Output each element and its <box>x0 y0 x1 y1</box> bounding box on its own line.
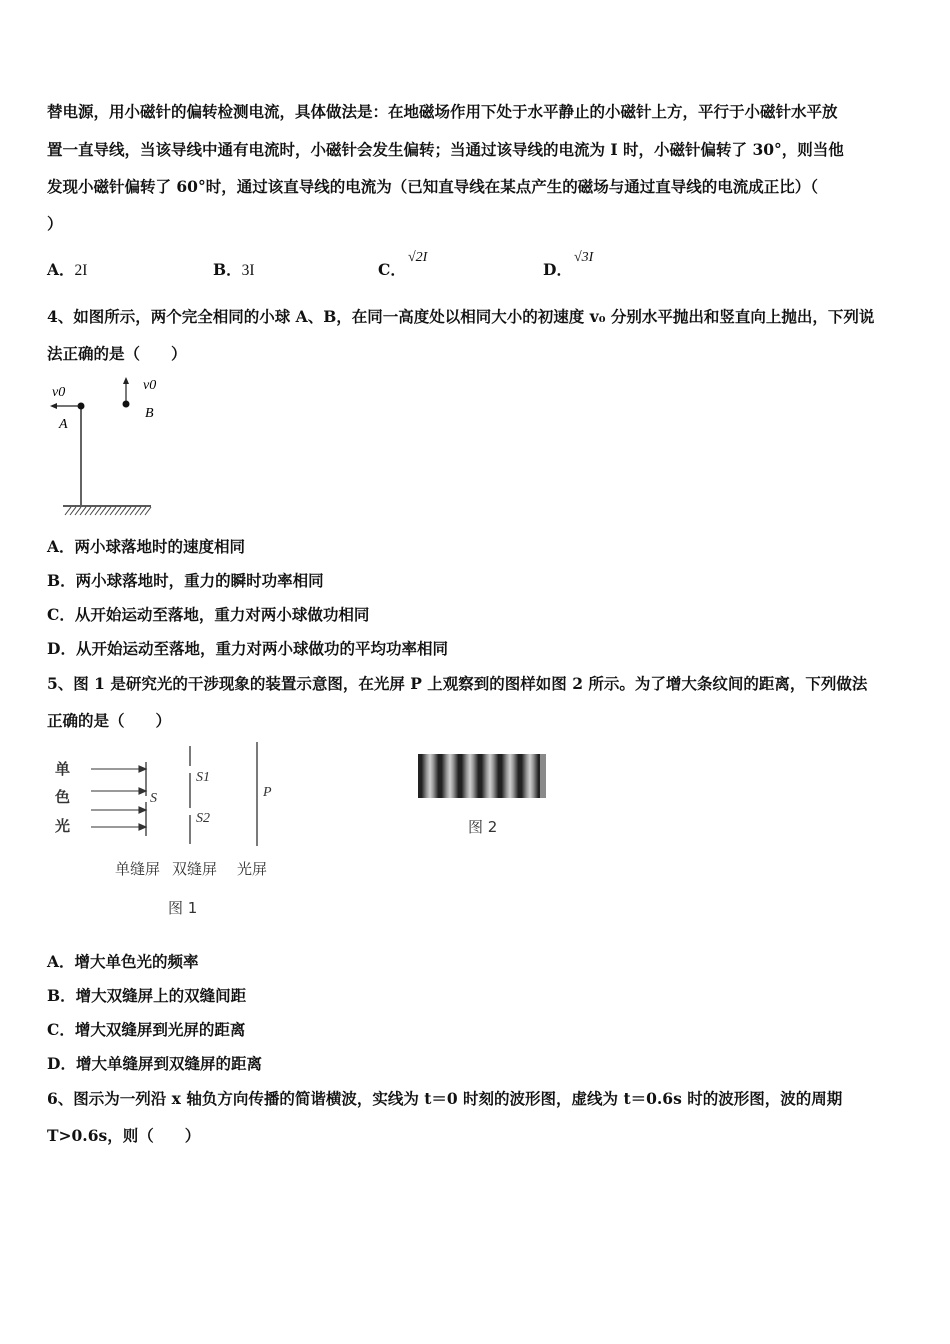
q3-option-a[interactable] <box>47 260 87 281</box>
q5-text-line-1: 5、图 1 是研究光的干涉现象的装置示意图，在光屏 P 上观察到的图样如图 2 所示。为了增大条纹间的距离，下列做法 <box>47 674 868 693</box>
q4-label-b: B <box>145 406 154 421</box>
label-s2: S2 <box>196 811 210 826</box>
q3-option-a-label: A． <box>47 260 75 279</box>
q3-option-b-value: 3I <box>241 262 255 279</box>
figure-1-caption: 图 1 <box>168 899 198 917</box>
q3-text-line-3: 发现小磁针偏转了 60°时，通过该直导线的电流为（已知直导线在某点产生的磁场与通过直导线的电流成正比）（ <box>47 177 818 196</box>
q3-option-b-label: B． <box>213 260 242 279</box>
q6-text-line-1: 6、图示为一列沿 x 轴负方向传播的简谐横波，实线为 t＝0 时刻的波形图，虚线为 t＝0.6s 时的波形图，波的周期 <box>47 1089 843 1108</box>
q3-text-line-1: 替电源，用小磁针的偏转检测电流，具体做法是：在地磁场作用下处于水平静止的小磁针上方，平行于小磁针水平放 <box>47 102 838 121</box>
q4-option-a[interactable]: A．两小球落地时的速度相同 <box>47 537 246 556</box>
label-p: P <box>263 785 272 800</box>
label-s1: S1 <box>196 770 210 785</box>
q4-label-a: A <box>59 417 68 432</box>
q3-option-c-label: C． <box>378 260 406 279</box>
ground-hatching <box>65 507 151 515</box>
q5-option-a[interactable]: A．增大单色光的频率 <box>47 952 199 971</box>
q4-text-line-2: 法正确的是（ ） <box>47 344 187 363</box>
q3-option-d-label: D． <box>543 260 572 279</box>
q5-text-line-2: 正确的是（ ） <box>47 711 172 730</box>
light-char-3: 光 <box>55 817 71 835</box>
q5-option-c[interactable]: C．增大双缝屏到光屏的距离 <box>47 1020 246 1039</box>
q4-option-c[interactable]: C．从开始运动至落地，重力对两小球做功相同 <box>47 605 370 624</box>
q5-option-b[interactable]: B．增大双缝屏上的双缝间距 <box>47 986 247 1005</box>
q3-text-line-4: ） <box>47 214 63 233</box>
screen-label-light: 光屏 <box>237 860 268 878</box>
q5-figure-2-fringe-pattern <box>418 754 546 798</box>
q4-label-v0-b: v0 <box>143 378 157 393</box>
q3-option-d-value: √3I <box>574 250 594 265</box>
q4-label-v0-a: v0 <box>52 385 66 400</box>
q5-figure-1-apparatus <box>45 738 285 848</box>
q3-option-b[interactable] <box>213 260 255 281</box>
q6-text-line-2: T>0.6s，则（ ） <box>47 1126 201 1145</box>
q4-projectile-figure <box>45 372 160 522</box>
light-char-1: 单 <box>55 760 71 778</box>
q3-option-d[interactable] <box>543 260 572 280</box>
label-s: S <box>150 791 157 806</box>
q3-text-line-2: 置一直导线，当该导线中通有电流时，小磁针会发生偏转；当通过该导线的电流为 I 时，小磁针偏转了 30°，则当他 <box>47 140 844 159</box>
q4-text-line-1: 4、如图所示，两个完全相同的小球 A、B，在同一高度处以相同大小的初速度 v₀ 分别水平抛出和竖直向上抛出，下列说 <box>47 307 875 326</box>
q3-option-c[interactable] <box>378 260 406 280</box>
q4-option-b[interactable]: B．两小球落地时，重力的瞬时功率相同 <box>47 571 324 590</box>
screen-label-double-slit: 双缝屏 <box>172 860 218 878</box>
q3-option-a-value: 2I <box>74 262 88 279</box>
screen-label-single-slit: 单缝屏 <box>115 860 161 878</box>
q5-option-d[interactable]: D．增大单缝屏到双缝屏的距离 <box>47 1054 262 1073</box>
figure-2-caption: 图 2 <box>468 818 498 836</box>
q3-option-c-value: √2I <box>408 250 428 265</box>
light-char-2: 色 <box>55 788 71 806</box>
q4-option-d[interactable]: D．从开始运动至落地，重力对两小球做功的平均功率相同 <box>47 639 448 658</box>
